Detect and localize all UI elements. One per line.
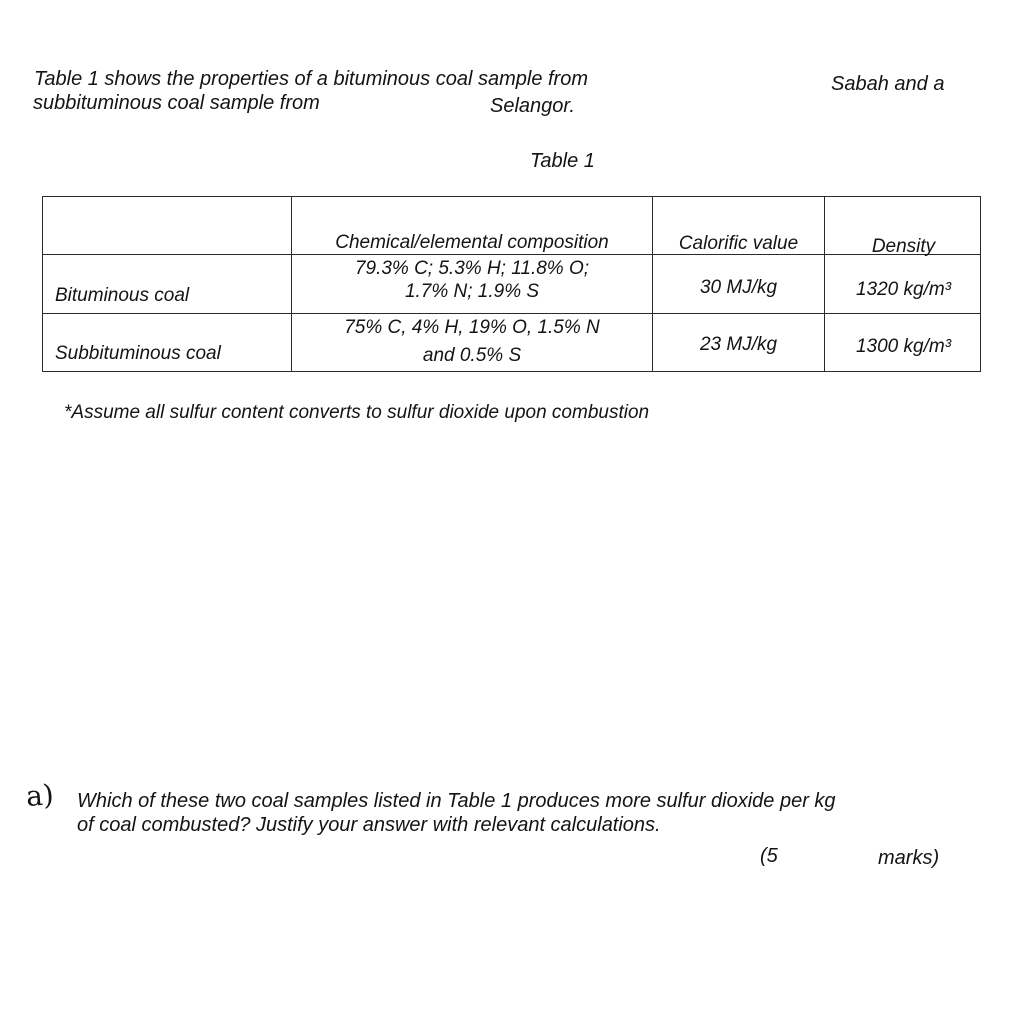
composition-bituminous-line-1: 79.3% C; 5.3% H; 11.8% O;: [354, 258, 590, 279]
marks-value: (5: [760, 845, 778, 867]
intro-line-1-right: Sabah and a: [831, 73, 945, 95]
header-composition: Chemical/elemental composition: [335, 232, 609, 253]
row-name-bituminous: Bituminous coal: [55, 285, 190, 306]
row-name-subbituminous: Subbituminous coal: [55, 343, 221, 364]
table-caption: Table 1: [530, 150, 595, 172]
properties-table: [42, 196, 981, 372]
question-line-1: Which of these two coal samples listed in Table 1 produces more sulfur dioxide per kg: [77, 790, 836, 812]
question-line-2: of coal combusted? Justify your answer with relevant calculations.: [77, 814, 661, 836]
header-density: Density: [871, 236, 936, 257]
density-subbituminous: 1300 kg/m³: [855, 336, 952, 357]
question-marker: a): [24, 778, 55, 813]
intro-line-1: Table 1 shows the properties of a bituminous coal sample from: [34, 68, 588, 90]
marks-label: marks): [878, 847, 940, 869]
density-bituminous: 1320 kg/m³: [855, 279, 952, 300]
intro-line-2: subbituminous coal sample from: [33, 92, 320, 114]
intro-line-2-tail: Selangor.: [490, 95, 575, 117]
header-calorific-value: Calorific value: [678, 233, 799, 254]
calorific-subbituminous: 23 MJ/kg: [699, 334, 778, 355]
calorific-bituminous: 30 MJ/kg: [699, 277, 778, 298]
composition-subbituminous-line-1: 75% C, 4% H, 19% O, 1.5% N: [344, 317, 600, 338]
table-footnote: *Assume all sulfur content converts to sulfur dioxide upon combustion: [64, 402, 650, 423]
row-divider: [43, 313, 980, 314]
composition-subbituminous-line-2: and 0.5% S: [422, 345, 522, 366]
composition-bituminous-line-2: 1.7% N; 1.9% S: [404, 281, 540, 302]
